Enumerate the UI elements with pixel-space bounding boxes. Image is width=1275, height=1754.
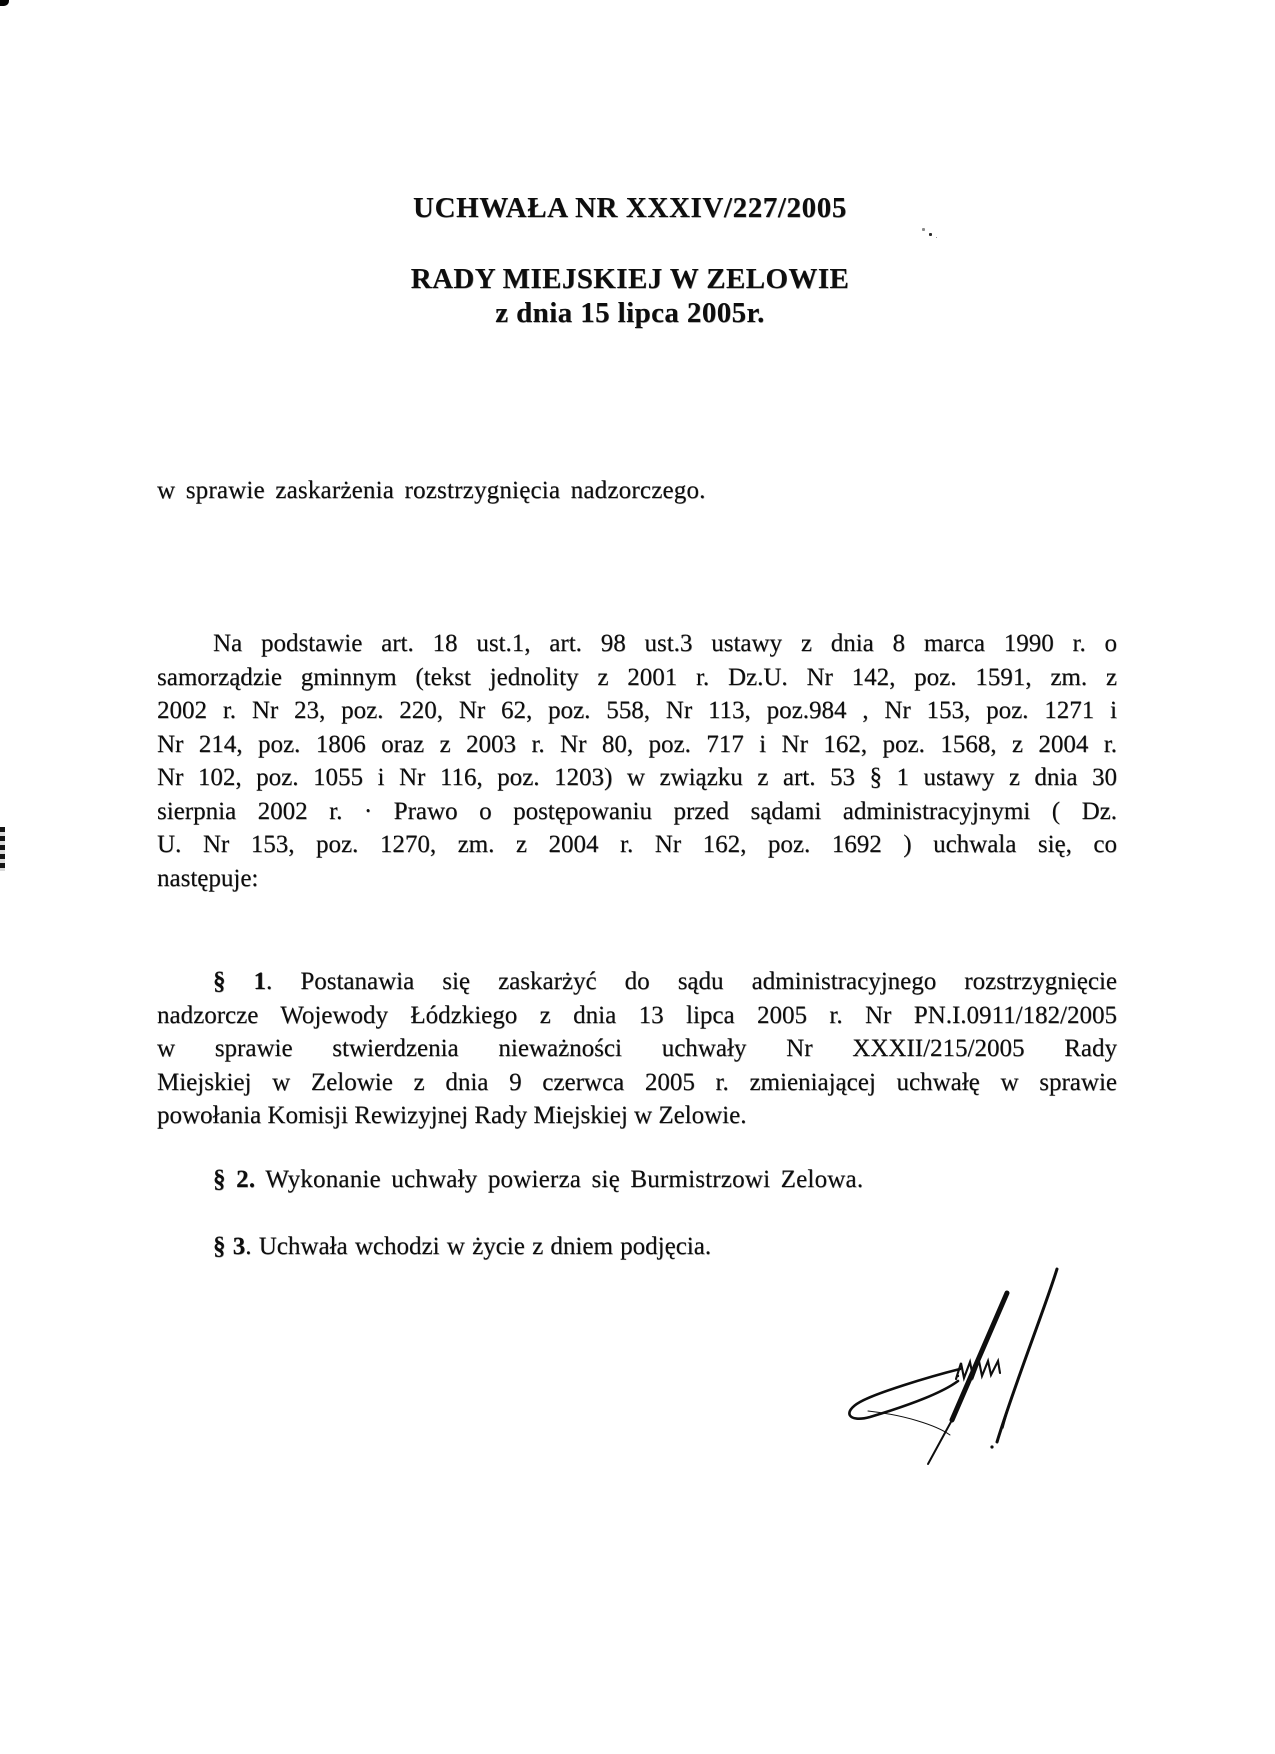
text-line: Na podstawie art. 18 ust.1, art. 98 ust.3 ustawy z dnia 8 marca 1990 r. o bbox=[213, 630, 1117, 657]
date-line: z dnia 15 lipca 2005r. bbox=[495, 297, 765, 329]
text-line: Nr 214, poz. 1806 oraz z 2003 r. Nr 80, poz. 717 i Nr 162, poz. 1568, z 2004 r. bbox=[157, 730, 1117, 758]
text-line: samorządzie gminnym (tekst jednolity z 2001 r. Dz.U. Nr 142, poz. 1591, zm. z bbox=[157, 663, 1117, 691]
scan-edge-artifact bbox=[0, 827, 5, 871]
text-line: 2002 r. Nr 23, poz. 220, Nr 62, poz. 558, Nr 113, poz.984 , Nr 153, poz. 1271 i bbox=[157, 697, 1117, 724]
text-line: Nr 102, poz. 1055 i Nr 116, poz. 1203) w związku z art. 53 § 1 ustawy z dnia 30 bbox=[157, 764, 1117, 791]
scan-speck-artifact bbox=[922, 228, 925, 231]
paragraph-1 bbox=[157, 965, 1117, 1133]
paragraph-2 bbox=[157, 1163, 1117, 1197]
issuer-line: RADY MIEJSKIEJ W ZELOWIE bbox=[410, 263, 850, 295]
handwritten-signature bbox=[840, 1253, 1070, 1473]
text-line: następuje: bbox=[157, 864, 259, 892]
document-subject: w sprawie zaskarżenia rozstrzygnięcia nadzorczego. bbox=[157, 477, 706, 504]
document-title-number: UCHWAŁA NR XXXIV/227/2005 bbox=[413, 192, 847, 224]
text-line: § 3. Uchwała wchodzi w życie z dniem podjęcia. bbox=[213, 1233, 712, 1260]
text-line: U. Nr 153, poz. 1270, zm. z 2004 r. Nr 162, poz. 1692 ) uchwala się, co bbox=[157, 831, 1117, 858]
text-line: Miejskiej w Zelowie z dnia 9 czerwca 2005 r. zmieniającej uchwałę w sprawie bbox=[157, 1068, 1117, 1096]
text-line: sierpnia 2002 r. · Prawo o postępowaniu przed sądami administracyjnymi ( Dz. bbox=[157, 797, 1117, 825]
text-line: nadzorcze Wojewody Łódzkiego z dnia 13 lipca 2005 r. Nr PN.I.0911/182/2005 bbox=[157, 1001, 1117, 1029]
text-line: w sprawie stwierdzenia nieważności uchwały Nr XXXII/215/2005 Rady bbox=[157, 1035, 1117, 1062]
text-line: powołania Komisji Rewizyjnej Rady Miejskiej w Zelowie. bbox=[157, 1102, 747, 1129]
document-title-issuer bbox=[150, 262, 1110, 330]
signature-ink-icon bbox=[840, 1253, 1070, 1473]
scan-corner-artifact bbox=[0, 0, 9, 6]
text-line: § 2. Wykonanie uchwały powierza się Burmistrzowi Zelowa. bbox=[213, 1166, 864, 1193]
text-line: § 1. Postanawia się zaskarżyć do sądu administracyjnego rozstrzygnięcie bbox=[213, 968, 1117, 995]
legal-basis-paragraph bbox=[157, 627, 1117, 895]
